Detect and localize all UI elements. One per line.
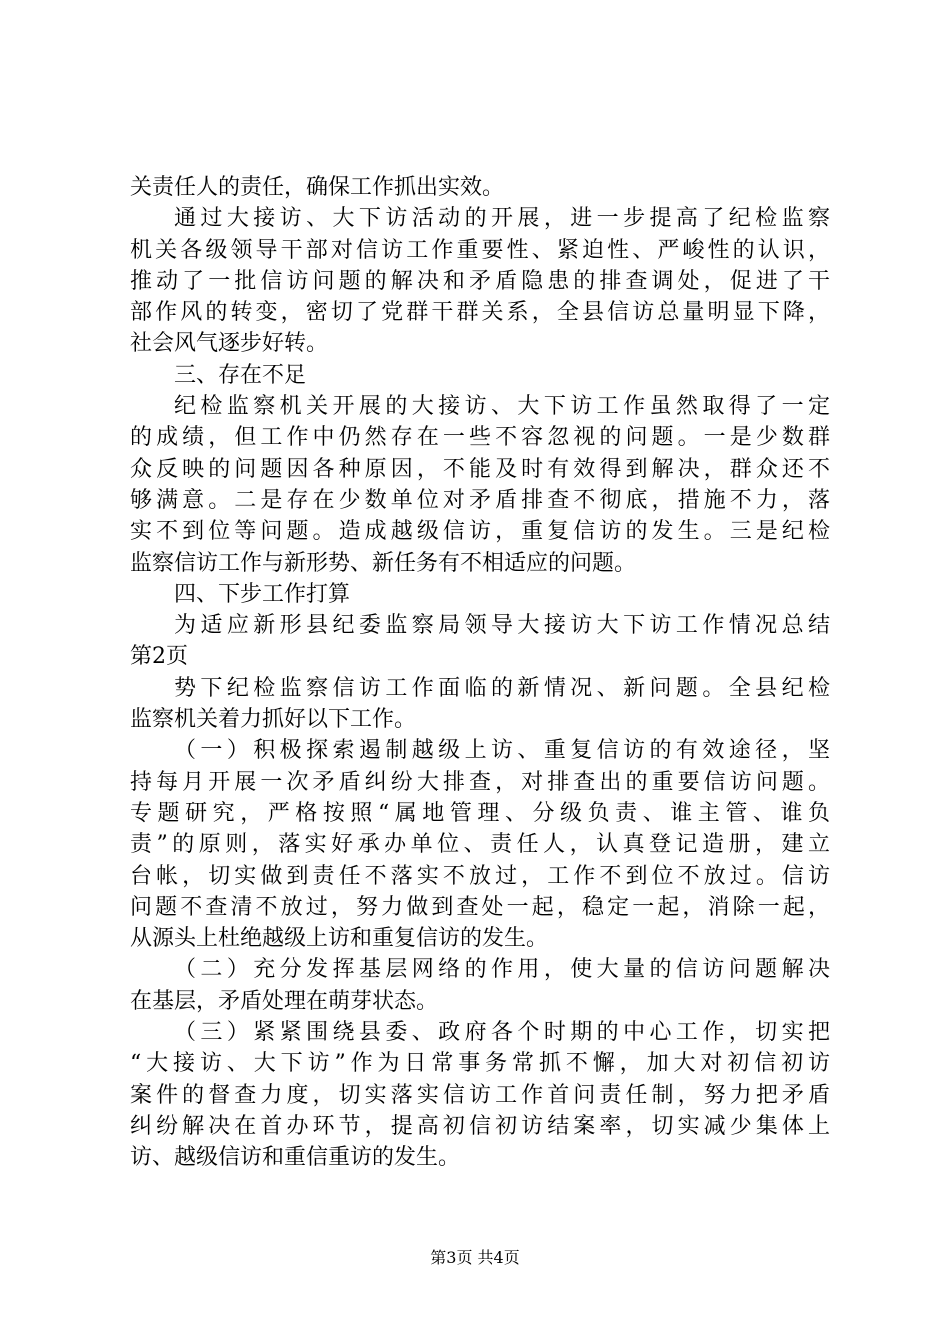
text-line: 第2页 — [130, 644, 188, 670]
text-line: 通过大接访、大下访活动的开展，进一步提高了纪检监察 — [174, 206, 830, 232]
text-line: 三、存在不足 — [174, 362, 307, 388]
text-line: 专题研究，严格按照“属地管理、分级负责、谁主管、谁负 — [130, 800, 830, 826]
text-line: 纪检监察机关开展的大接访、大下访工作虽然取得了一定 — [174, 394, 830, 420]
text-line: 案件的督查力度，切实落实信访工作首问责任制，努力把矛盾 — [130, 1082, 830, 1108]
text-line: 持每月开展一次矛盾纠纷大排查，对排查出的重要信访问题。 — [130, 769, 830, 795]
text-line: （一）积极探索遏制越级上访、重复信访的有效途径，坚 — [174, 738, 830, 764]
text-line: 关责任人的责任，确保工作抓出实效。 — [130, 175, 505, 200]
text-line: 为适应新形县纪委监察局领导大接访大下访工作情况总结 — [174, 613, 830, 639]
page-footer: 第3页 共4页 — [430, 1248, 520, 1267]
text-line: 众反映的问题因各种原因，不能及时有效得到解决，群众还不 — [130, 456, 830, 482]
text-line: 监察信访工作与新形势、新任务有不相适应的问题。 — [130, 550, 637, 576]
text-line: 够满意。二是存在少数单位对矛盾排查不彻底，措施不力，落 — [130, 487, 830, 513]
text-line: 从源头上杜绝越级上访和重复信访的发生。 — [130, 926, 549, 952]
text-line: 实不到位等问题。造成越级信访，重复信访的发生。三是纪检 — [130, 519, 830, 545]
text-line: 在基层，矛盾处理在萌芽状态。 — [130, 988, 439, 1014]
text-line: 台帐，切实做到责任不落实不放过，工作不到位不放过。信访 — [130, 863, 830, 889]
text-line: （三）紧紧围绕县委、政府各个时期的中心工作，切实把 — [174, 1020, 830, 1046]
text-line: 机关各级领导干部对信访工作重要性、紧迫性、严峻性的认识， — [130, 237, 830, 263]
text-line: 部作风的转变，密切了党群干群关系，全县信访总量明显下降， — [130, 300, 830, 326]
text-line: 社会风气逐步好转。 — [130, 331, 329, 357]
document-body — [130, 172, 830, 1174]
text-line: （二）充分发挥基层网络的作用，使大量的信访问题解决 — [174, 957, 830, 983]
text-line: 纠纷解决在首办环节，提高初信初访结案率，切实减少集体上 — [130, 1113, 830, 1139]
text-line: 监察机关着力抓好以下工作。 — [130, 707, 417, 733]
text-line: 推动了一批信访问题的解决和矛盾隐患的排查调处，促进了干 — [130, 268, 830, 294]
text-line: 势下纪检监察信访工作面临的新情况、新问题。全县纪检 — [174, 675, 830, 701]
text-line: 的成绩，但工作中仍然存在一些不容忽视的问题。一是少数群 — [130, 425, 830, 451]
text-line: 四、下步工作打算 — [174, 581, 351, 607]
text-line: 访、越级信访和重信重访的发生。 — [130, 1145, 461, 1171]
text-line: 问题不查清不放过，努力做到查处一起，稳定一起，消除一起， — [130, 894, 830, 920]
text-line: “大接访、大下访”作为日常事务常抓不懈，加大对初信初访 — [130, 1051, 830, 1077]
text-line: 责”的原则，落实好承办单位、责任人，认真登记造册，建立 — [130, 832, 830, 858]
